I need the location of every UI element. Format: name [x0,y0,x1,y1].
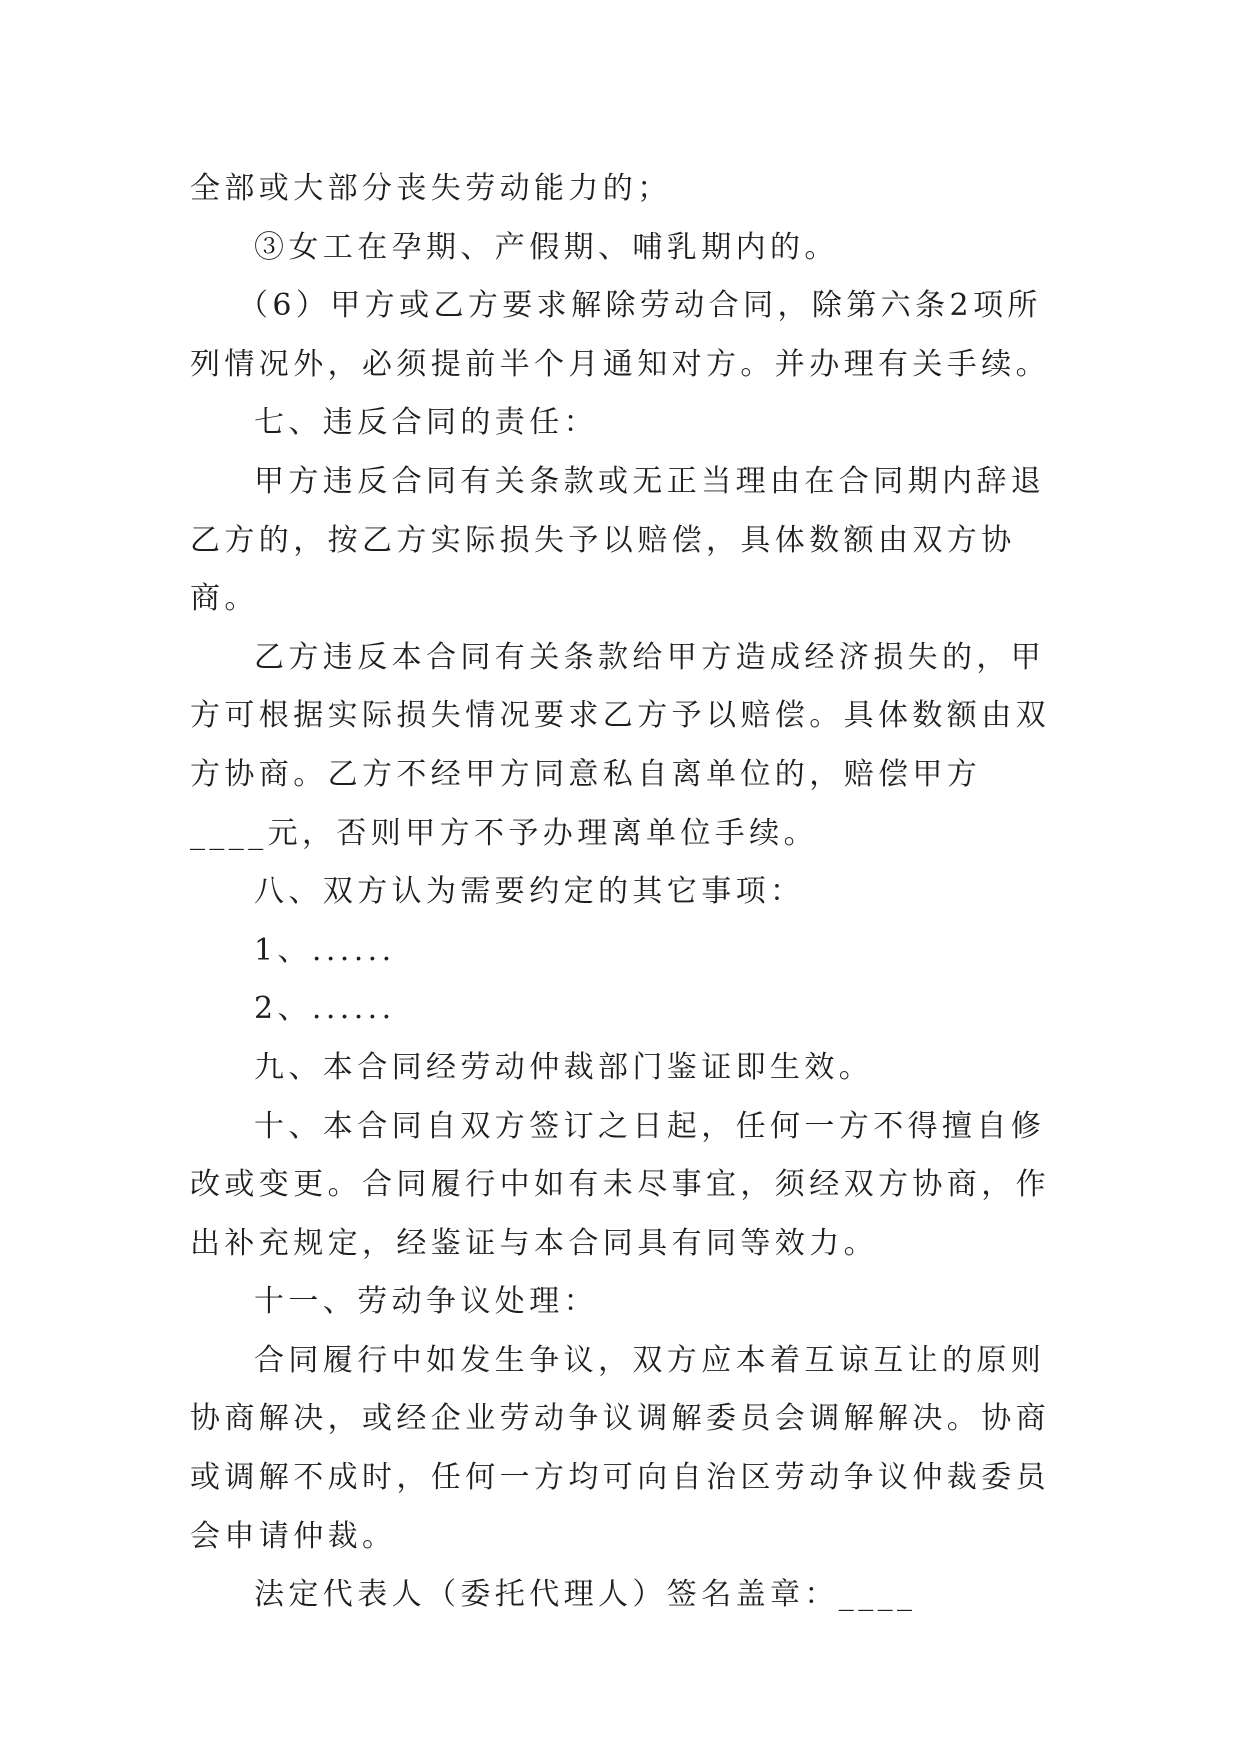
list-item-1: 1、...... [254,932,396,968]
section-heading-7: 七、违反合同的责任： [254,405,598,441]
section-9: 九、本合同经劳动仲裁部门鉴证即生效。 [254,1049,874,1085]
paragraph-dispute-resolution: 合同履行中如发生争议，双方应本着互谅互让的原则协商解决，或经企业劳动争议调解委员会调解解决。协商或调解不成时，任何一方均可向自治区劳动争议仲裁委员会申请仲裁。 [190,1342,1050,1554]
signature-line: 法定代表人（委托代理人）签名盖章：____ [254,1577,917,1613]
section-heading-8: 八、双方认为需要约定的其它事项： [254,874,805,910]
section-10: 十、本合同自双方签订之日起，任何一方不得擅自修改或变更。合同履行中如有未尽事宜，须经双方协商，作出补充规定，经鉴证与本合同具有同等效力。 [190,1108,1050,1261]
paragraph-party-a-breach: 甲方违反合同有关条款或无正当理由在合同期内辞退乙方的，按乙方实际损失予以赔偿，具体数额由双方协商。 [190,463,1046,617]
contract-body [190,160,1050,1625]
paragraph-party-b-breach: 乙方违反本合同有关条款给甲方造成经济损失的，甲方可根据实际损失情况要求乙方予以赔偿。具体数额由双方协商。乙方不经甲方同意私自离单位的，赔偿甲方____元，否则甲方不予办理离单位手续。 [190,639,1050,851]
paragraph-continuation: 全部或大部分丧失劳动能力的； [190,171,672,206]
paragraph-item-6: （6）甲方或乙方要求解除劳动合同，除第六条2项所列情况外，必须提前半个月通知对方。并办理有关手续。 [190,288,1050,382]
list-item-2: 2、...... [254,991,396,1027]
paragraph-clause-3: ③女工在孕期、产假期、哺乳期内的。 [254,229,839,265]
section-heading-11: 十一、劳动争议处理： [254,1284,598,1320]
